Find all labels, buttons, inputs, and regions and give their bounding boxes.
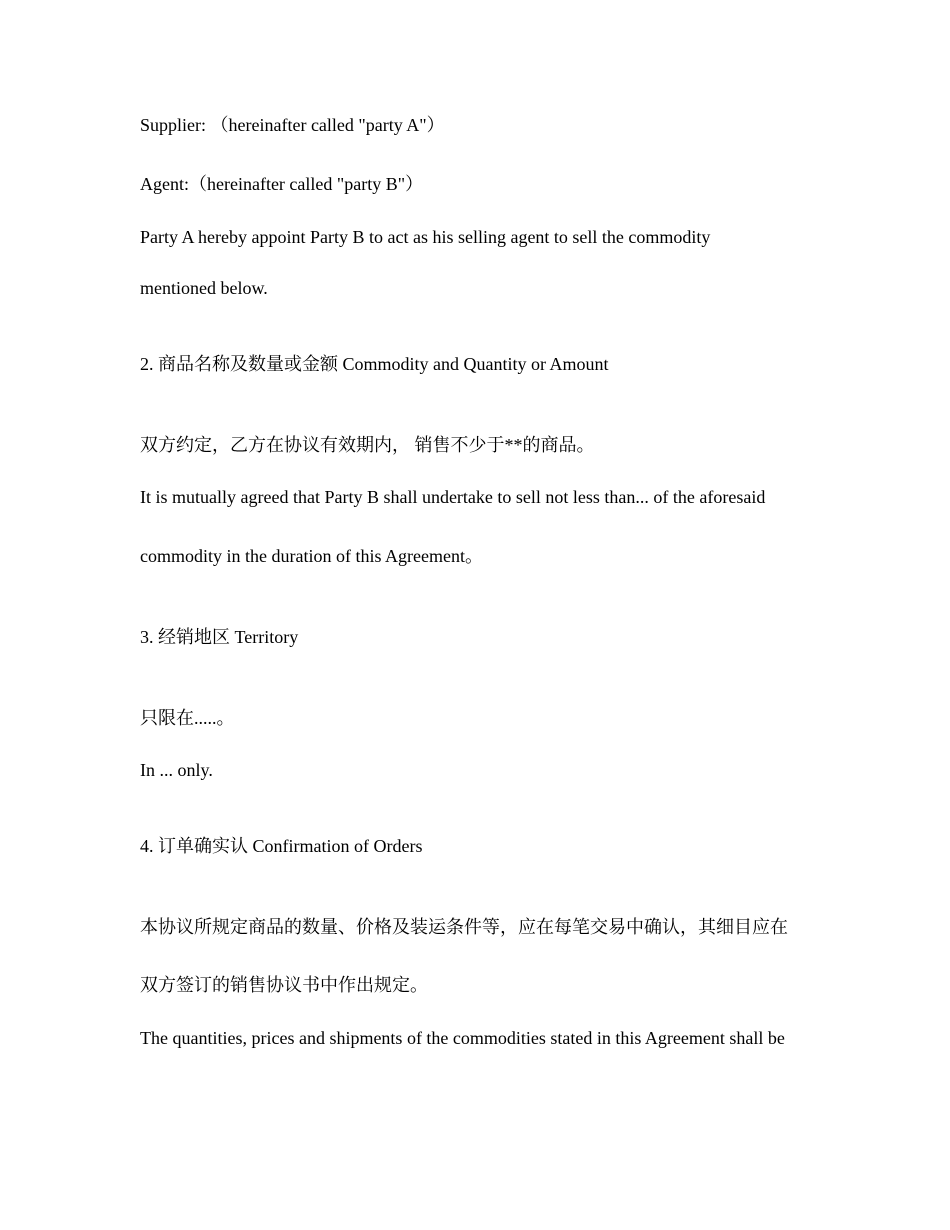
- supplier-line: Supplier: （hereinafter called "party A"）: [140, 115, 445, 135]
- section-4-english-line-1: The quantities, prices and shipments of the commodities stated in this Agreement shall be: [140, 1028, 785, 1048]
- section-2-english-line-1: It is mutually agreed that Party B shall undertake to sell not less than... of the aforesaid: [140, 487, 766, 507]
- section-4-chinese-line-2: 双方签订的销售协议书中作出规定。: [140, 975, 428, 995]
- agent-line: Agent:（hereinafter called "party B"）: [140, 174, 424, 194]
- appointment-paragraph-line-1: Party A hereby appoint Party B to act as his selling agent to sell the commodity: [140, 227, 711, 247]
- section-3-chinese-text: 只限在.....。: [140, 708, 235, 728]
- section-3-heading: 3. 经销地区 Territory: [140, 627, 299, 647]
- section-4-heading: 4. 订单确实认 Confirmation of Orders: [140, 836, 423, 856]
- section-4-chinese-line-1: 本协议所规定商品的数量、价格及装运条件等，应在每笔交易中确认，其细目应在: [140, 917, 788, 937]
- section-2-english-line-2: commodity in the duration of this Agreement。: [140, 546, 483, 566]
- section-2-chinese-text: 双方约定，乙方在协议有效期内， 销售不少于**的商品。: [140, 435, 595, 455]
- appointment-paragraph-line-2: mentioned below.: [140, 278, 268, 298]
- section-2-heading: 2. 商品名称及数量或金额 Commodity and Quantity or Amount: [140, 354, 609, 374]
- section-3-english-text: In ... only.: [140, 760, 213, 780]
